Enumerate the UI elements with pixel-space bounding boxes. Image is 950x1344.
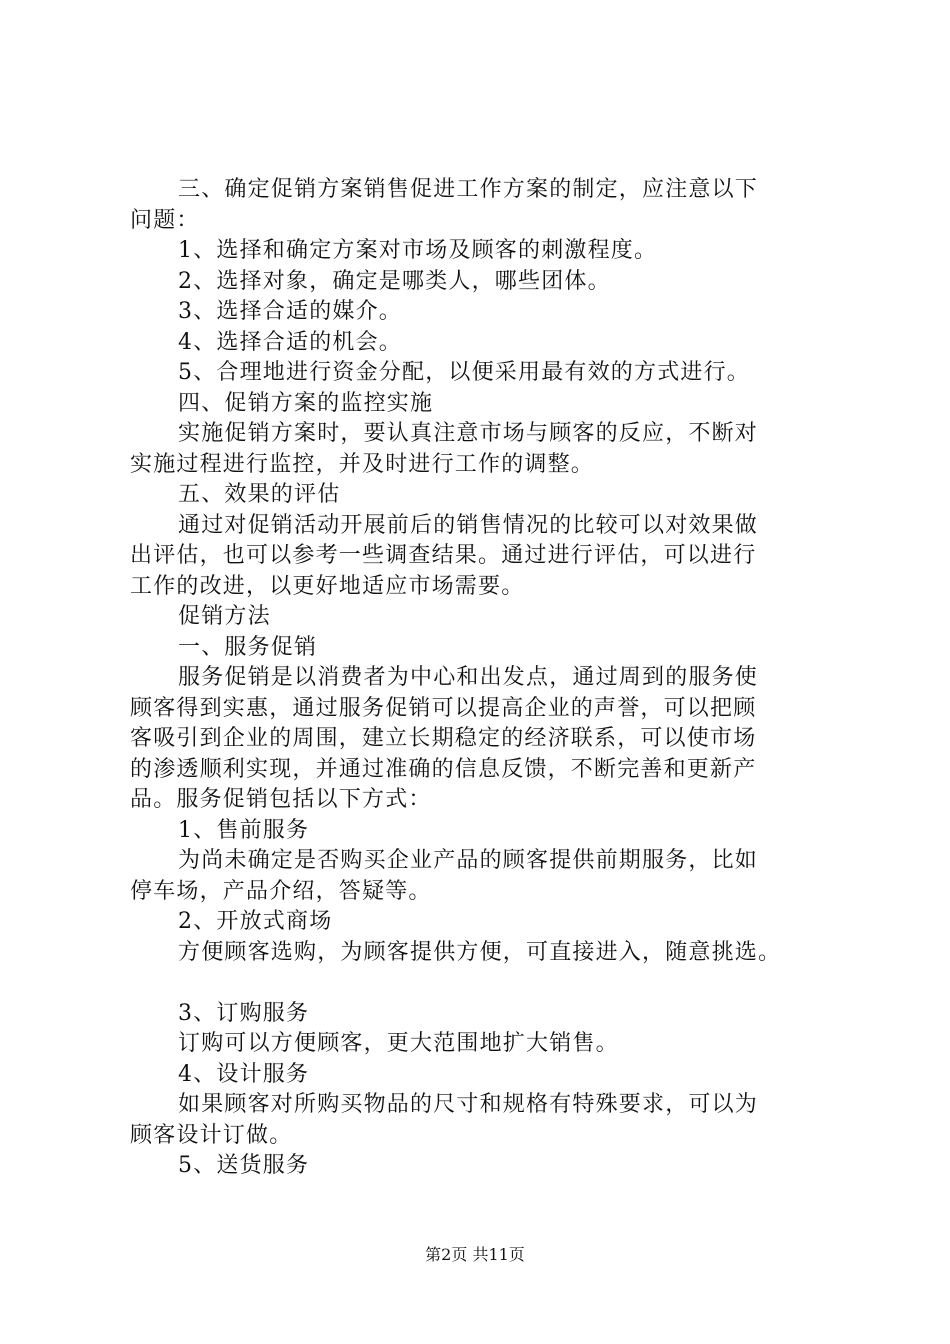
text-line: 一、服务促销 [178, 634, 318, 660]
text-line: 4、选择合适的机会。 [178, 329, 402, 355]
text-line: 3、订购服务 [178, 1000, 310, 1026]
text-line: 顾客设计订做。 [130, 1122, 293, 1148]
text-line: 1、选择和确定方案对市场及顾客的刺激程度。 [178, 238, 658, 263]
text-line: 3、选择合适的媒介。 [178, 299, 402, 324]
blank-line [130, 968, 830, 999]
text-line: 实施促销方案时，要认真注意市场与顾客的反应，不断对 [178, 421, 759, 446]
text-line: 2、开放式商场 [178, 909, 333, 934]
text-line: 五、效果的评估 [178, 482, 341, 507]
text-line: 4、设计服务 [178, 1061, 310, 1087]
text-line: 5、合理地进行资金分配，以便采用最有效的方式进行。 [178, 360, 750, 385]
text-line: 为尚未确定是否购买企业产品的顾客提供前期服务，比如 [178, 848, 759, 873]
text-line: 工作的改进，以更好地适应市场需要。 [130, 573, 525, 599]
text-line: 实施过程进行监控，并及时进行工作的调整。 [130, 451, 595, 477]
text-line: 通过对促销活动开展前后的销售情况的比较可以对效果做 [178, 512, 759, 538]
page-footer: 第2页 共11页 [425, 1245, 525, 1264]
text-line: 的渗透顺利实现，并通过准确的信息反馈，不断完善和更新产 [130, 756, 757, 782]
text-line: 如果顾客对所购买物品的尺寸和规格有特殊要求，可以为 [178, 1092, 759, 1117]
text-line: 品。服务促销包括以下方式： [130, 787, 432, 812]
text-line: 2、选择对象，确定是哪类人，哪些团体。 [178, 268, 611, 294]
text-line: 三、确定促销方案销售促进工作方案的制定，应注意以下 [178, 177, 759, 202]
text-line: 服务促销是以消费者为中心和出发点，通过周到的服务使 [178, 665, 759, 690]
text-line: 四、促销方案的监控实施 [178, 390, 434, 416]
text-line: 问题： [130, 207, 200, 233]
text-line: 停车场，产品介绍，答疑等。 [130, 878, 432, 904]
text-line: 1、售前服务 [178, 817, 310, 843]
text-line: 促销方法 [178, 604, 271, 629]
text-line: 订购可以方便顾客，更大范围地扩大销售。 [178, 1031, 619, 1056]
text-line: 顾客得到实惠，通过服务促销可以提高企业的声誉，可以把顾 [130, 695, 757, 721]
text-line: 方便顾客选购，为顾客提供方便，可直接进入，随意挑选。 [178, 939, 782, 965]
document-body [130, 175, 830, 1182]
text-line: 客吸引到企业的周围，建立长期稳定的经济联系，可以使市场 [130, 726, 757, 751]
text-line: 5、送货服务 [178, 1153, 310, 1178]
text-line: 出评估，也可以参考一些调查结果。通过进行评估，可以进行 [130, 543, 757, 568]
